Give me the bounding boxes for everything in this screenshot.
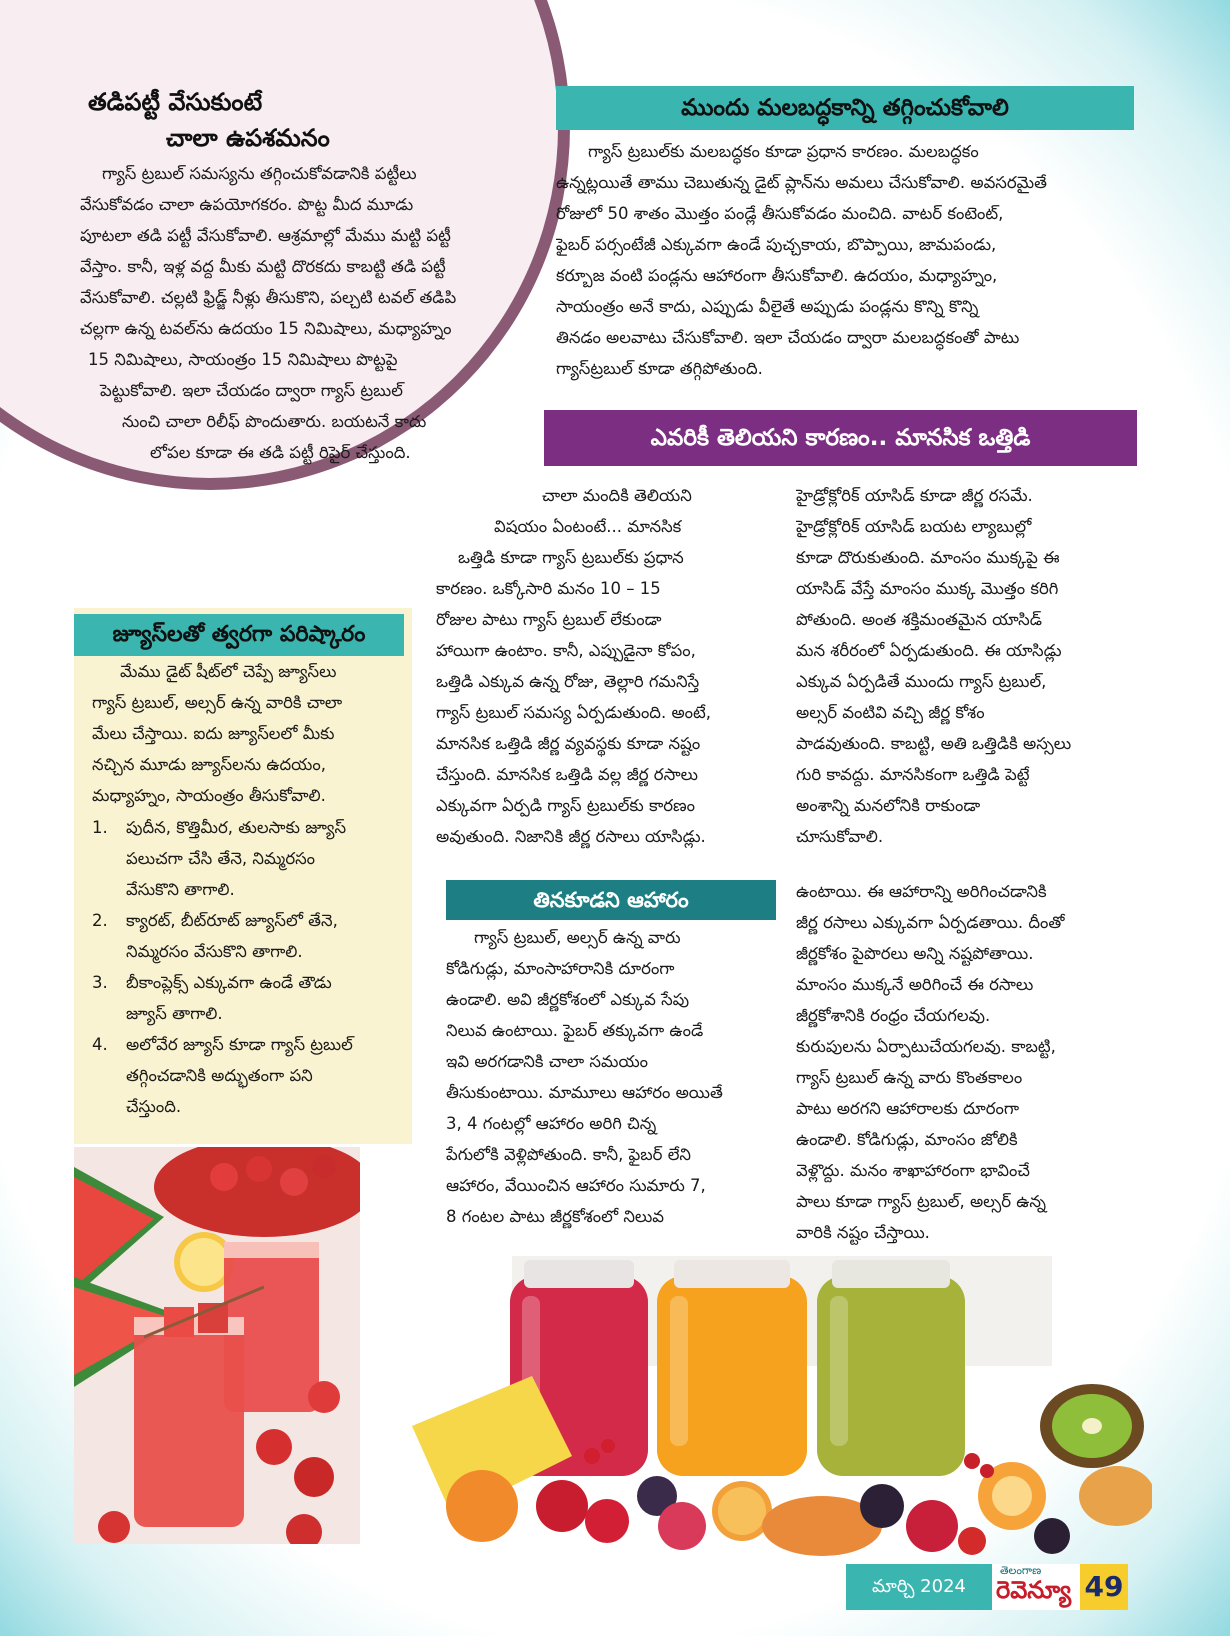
list-number: 4. [92, 1035, 108, 1054]
heading-juices: జ్యూస్‌లతో త్వరగా పరిష్కారం [74, 614, 404, 656]
text-line: గ్యాస్ ట్రబుల్, అల్సర్ ఉన్న వారు [474, 928, 681, 947]
text-line: ఉండాలి. అవి జీర్ణకోశంలో ఎక్కువ సేపు [446, 990, 690, 1009]
text-line: బీకాంప్లెక్స్ ఎక్కువగా ఉండే తౌడు [126, 973, 332, 992]
text-line: అలోవేర జ్యూస్ కూడా గ్యాస్ ట్రబుల్ [126, 1035, 353, 1054]
text-line: నుంచి చాలా రిలీఫ్ పొందుతారు. బయటనే కాదు [122, 412, 427, 431]
text-line: విషయం ఏంటంటే... మానసిక [494, 517, 682, 536]
watermelon-juice-illustration [74, 1147, 360, 1544]
text-line: ఆహారం, వేయించిన ఆహారం సుమారు 7, [446, 1176, 706, 1195]
text-line: గ్యాస్ ట్రబుల్ సమస్యను తగ్గించుకోవడానికి పట్టీలు [102, 164, 417, 183]
text-line: మన శరీరంలో ఏర్పడుతుంది. ఈ యాసిడ్లు [796, 641, 1062, 660]
text-line: హైడ్రోక్లోరిక్ యాసిడ్ బయట ల్యాబుల్లో [796, 517, 1032, 536]
text-line: వేసుకోవడం చాలా ఉపయోగకరం. పొట్ట మీద మూడు [80, 195, 414, 214]
text-line: మేము డైట్ షీట్‌లో చెప్పే జ్యూస్‌లు [120, 662, 337, 681]
foods-column-1 [446, 922, 776, 1232]
issue-date: మార్చి 2024 [846, 1564, 992, 1610]
text-line: లోపల కూడా ఈ తడి పట్టీ రిపైర్ చేస్తుంది. [150, 443, 411, 462]
text-line: హాయిగా ఉంటాం. కానీ, ఎప్పుడైనా కోపం, [436, 641, 696, 660]
text-line: వేస్తాం. కానీ, ఇళ్ల వద్ద మీకు మట్టి దొరకదు కాబట్టి తడి పట్టీ [80, 257, 446, 276]
text-line: 15 నిమిషాలు, సాయంత్రం 15 నిమిషాలు పొట్టపై [88, 350, 398, 369]
text-line: ఉండాలి. కోడిగుడ్లు, మాంసం జోలికి [796, 1130, 1018, 1149]
heading-constipation: ముందు మలబద్ధకాన్ని తగ్గించుకోవాలి [556, 86, 1134, 130]
heading-mental-stress: ఎవరికీ తెలియని కారణం.. మానసిక ఒత్తిడి [544, 410, 1137, 466]
circle-box-title [88, 84, 428, 156]
logo-small-text: తెలంగాణ [1000, 1564, 1042, 1577]
text-line: వెళ్లొద్దు. మనం శాఖాహారంగా భావించే [796, 1161, 1030, 1180]
text-line: అల్సర్ వంటివి వచ్చి జీర్ణ కోశం [796, 703, 985, 722]
text-line: పేగులోకి వెళ్లిపోతుంది. కానీ, ఫైబర్ లేని [446, 1145, 691, 1164]
text-line: పలుచగా చేసి తేనె, నిమ్మరసం [126, 849, 316, 868]
text-line: తగ్గించడానికి అద్భుతంగా పని [126, 1066, 313, 1085]
text-line: సాయంత్రం అనే కాదు, ఎప్పుడు వీలైతే అప్పుడు పండ్లను కొన్ని కొన్ని [556, 297, 979, 316]
text-line: పుదీన, కొత్తిమీర, తులసాకు జ్యూస్ [126, 818, 347, 837]
text-line: ఎక్కువ ఏర్పడితే ముందు గ్యాస్ ట్రబుల్, [796, 672, 1047, 691]
foods-column-2 [796, 876, 1136, 1248]
list-item [92, 812, 404, 905]
page-number: 49 [1080, 1564, 1128, 1610]
text-line: కోడిగుడ్లు, మాంసాహారానికి దూరంగా [446, 959, 675, 978]
text-line: 3, 4 గంటల్లో ఆహారం అరిగి చిన్న [446, 1114, 657, 1133]
juices-list [92, 812, 404, 1122]
list-number: 1. [92, 818, 108, 837]
text-line: ఒత్తిడి ఎక్కువ ఉన్న రోజు, తెల్లారి గమనిస్తే [436, 672, 700, 691]
text-line: గ్యాస్ ట్రబుల్ సమస్య ఏర్పడుతుంది. అంటే, [436, 703, 711, 722]
text-line: మేలు చేస్తాయి. ఐదు జ్యూస్‌లలో మీకు [92, 724, 335, 743]
text-line: నిలువ ఉంటాయి. ఫైబర్ తక్కువగా ఉండే [446, 1021, 704, 1040]
text-line: గ్యాస్‌ట్రబుల్ కూడా తగ్గిపోతుంది. [556, 359, 763, 378]
stress-column-2 [796, 480, 1136, 852]
text-line: అవుతుంది. నిజానికి జీర్ణ రసాలు యాసిడ్లు. [436, 827, 706, 846]
text-line: జీర్ణకోశం పైపొరలు అన్ని నష్టపోతాయి. [796, 944, 1034, 963]
heading-foods-to-avoid: తినకూడని ఆహారం [446, 880, 776, 920]
constipation-text [556, 136, 1136, 384]
text-line: కురుపులను ఏర్పాటుచేయగలవు. కాబట్టి, [796, 1037, 1056, 1056]
text-line: ఉంటాయి. ఈ ఆహారాన్ని అరిగించడానికి [796, 882, 1047, 901]
text-line: 8 గంటల పాటు జీర్ణకోశంలో నిలువ [446, 1207, 665, 1226]
text-line: గురి కావద్దు. మానసికంగా ఒత్తిడి పెట్టే [796, 765, 1030, 784]
text-line: చాలా మందికి తెలియని [542, 486, 692, 505]
text-line: గ్యాస్ ట్రబుల్‌కు మలబద్ధకం కూడా ప్రధాన కారణం. మలబద్ధకం [588, 142, 979, 161]
text-line: పాడవుతుంది. కాబట్టి, అతి ఒత్తిడికి అస్సలు [796, 734, 1072, 753]
text-line: మాంసం ముక్కనే అరిగించే ఈ రసాలు [796, 975, 1034, 994]
text-line: కూడా దొరుకుతుంది. మాంసం ముక్కపై ఈ [796, 548, 1060, 567]
text-line: చూసుకోవాలి. [796, 827, 884, 846]
text-line: ఎక్కువగా ఏర్పడి గ్యాస్ ట్రబుల్‌కు కారణం [436, 796, 696, 815]
text-line: ఇవి అరగడానికి చాలా సమయం [446, 1052, 649, 1071]
text-line: హైడ్రోక్లోరిక్ యాసిడ్ కూడా జీర్ణ రసమే. [796, 486, 1033, 505]
text-line: వేసుకోవాలి. చల్లటి ఫ్రిడ్జ్ నీళ్లు తీసుకొని, పల్చటి టవల్ తడిపి [80, 288, 457, 307]
text-line: మధ్యాహ్నం, సాయంత్రం తీసుకోవాలి. [92, 786, 326, 805]
text-line: గ్యాస్ ట్రబుల్ ఉన్న వారు కొంతకాలం [796, 1068, 1023, 1087]
text-line: ఉన్నట్లయితే తాము చెబుతున్న డైట్ ప్లాన్‌ను అమలు చేసుకోవాలి. అవసరమైతే [556, 173, 1047, 192]
text-line: చేస్తుంది. [126, 1097, 182, 1116]
text-line: పెట్టుకోవాలి. ఇలా చేయడం ద్వారా గ్యాస్ ట్రబుల్ [100, 381, 403, 400]
juices-intro [92, 656, 404, 811]
magazine-logo [992, 1564, 1080, 1610]
logo-big-text: రెవెన్యూ [996, 1576, 1072, 1604]
list-number: 3. [92, 973, 108, 992]
text-line: రోజుల పాటు గ్యాస్ ట్రబుల్ లేకుండా [436, 610, 662, 629]
text-line: తినడం అలవాటు చేసుకోవాలి. ఇలా చేయడం ద్వారా మలబద్ధకంతో పాటు [556, 328, 1020, 347]
text-line: పాటు అరగని ఆహారాలకు దూరంగా [796, 1099, 1020, 1118]
text-line: పాలు కూడా గ్యాస్ ట్రబుల్, అల్సర్ ఉన్న [796, 1192, 1046, 1211]
text-line: యాసిడ్ వేస్తే మాంసం ముక్క మొత్తం కరిగి [796, 579, 1059, 598]
text-line: కారణం. ఒక్కోసారి మనం 10 – 15 [436, 579, 661, 598]
text-line: కర్బూజ వంటి పండ్లను ఆహారంగా తీసుకోవాలి. ఉదయం, మధ్యాహ్నం, [556, 266, 998, 285]
text-line: పోతుంది. అంత శక్తిమంతమైన యాసిడ్ [796, 610, 1042, 629]
text-line: ఒత్తిడి కూడా గ్యాస్ ట్రబుల్‌కు ప్రధాన [458, 548, 684, 567]
text-line: చల్లగా ఉన్న టవల్‌ను ఉదయం 15 నిమిషాలు, మధ్యాహ్నం [80, 319, 452, 338]
text-line: జ్యూస్ తాగాలి. [126, 1004, 223, 1023]
circle-box-text [70, 158, 530, 468]
text-line: క్యారట్, బీట్‌రూట్ జ్యూస్‌లో తేనె, [126, 911, 338, 930]
juice-jars-illustration [412, 1256, 1152, 1560]
list-item [92, 1029, 404, 1122]
text-line: మానసిక ఒత్తిడి జీర్ణ వ్యవస్థకు కూడా నష్టం [436, 734, 701, 753]
text-line: అంశాన్ని మనలోనికి రాకుండా [796, 796, 981, 815]
text-line: నిమ్మరసం వేసుకొని తాగాలి. [126, 942, 303, 961]
text-line: వారికి నష్టం చేస్తాయి. [796, 1223, 930, 1242]
text-line: చేస్తుంది. మానసిక ఒత్తిడి వల్ల జీర్ణ రసాలు [436, 765, 698, 784]
watermelon-juice-photo [74, 1147, 360, 1544]
list-item [92, 967, 404, 1029]
stress-column-1 [436, 480, 776, 852]
text-line: రోజులో 50 శాతం మొత్తం పండ్లే తీసుకోవడం మంచిది. వాటర్ కంటెంట్, [556, 204, 1004, 223]
text-line: జీర్ణ రసాలు ఎక్కువగా ఏర్పడతాయి. దీంతో [796, 913, 1065, 932]
list-item [92, 905, 404, 967]
text-line: పూటలా తడి పట్టీ వేసుకోవాలి. ఆశ్రమాల్లో మేము మట్టి పట్టీ [80, 226, 451, 245]
text-line: ఫైబర్ పర్సంటేజీ ఎక్కువగా ఉండే పుచ్చకాయ, బొప్పాయి, జామపండు, [556, 235, 997, 254]
circle-title-line2: చాలా ఉపశమనం [166, 124, 330, 152]
text-line: తీసుకుంటాయి. మామూలు ఆహారం అయితే [446, 1083, 723, 1102]
text-line: గ్యాస్ ట్రబుల్, అల్సర్ ఉన్న వారికి చాలా [92, 693, 343, 712]
text-line: జీర్ణకోశానికి రంధ్రం చేయగలవు. [796, 1006, 991, 1025]
juice-jars-photo [412, 1256, 1152, 1560]
circle-title-line1: తడిపట్టీ వేసుకుంటే [88, 88, 263, 116]
page-footer [846, 1564, 1128, 1610]
list-number: 2. [92, 911, 108, 930]
text-line: వేసుకొని తాగాలి. [126, 880, 235, 899]
text-line: నచ్చిన మూడు జ్యూస్‌లను ఉదయం, [92, 755, 327, 774]
